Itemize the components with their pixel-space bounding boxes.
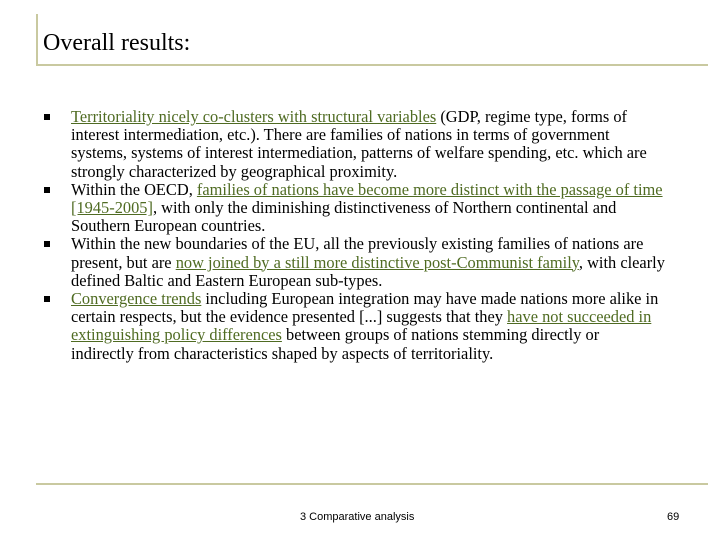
footer-section-label: 3 Comparative analysis [300,511,415,523]
bullet-item [44,235,666,290]
footer-rule [36,483,708,485]
bullet-text: Within the OECD, [71,179,197,199]
bullet-text: (GDP, regime type, forms of interest intermediation, etc.). There are families of nations in terms of government systems, systems of interest intermediation, patterns of welfare spending, etc. which are strongly characterized by geographical proximity. [71,107,647,181]
bullet-item [44,181,666,236]
highlighted-phrase: Convergence trends [71,289,202,309]
square-bullet-icon [44,187,50,193]
title-vertical-rule [36,14,38,66]
page-number: 69 [667,511,680,523]
highlighted-phrase: Territoriality nicely co-clusters with structural variables [71,107,437,126]
bullet-text: including European integration may have made nations more alike in certain respects, but the evidence presented [...] suggests that they [71,289,659,327]
bullet-text: Within the new boundaries of the EU, all the previously existing families of nations are present, but are [71,234,644,272]
square-bullet-icon [44,114,50,120]
slide-title: Overall results: [43,30,191,56]
highlighted-phrase: families of nations have become more distinct with the passage of time [1945-2005] [71,179,663,218]
bullet-text: between groups of nations stemming directly or indirectly from characteristics shaped by aspects of territoriality. [71,325,600,363]
square-bullet-icon [44,296,50,302]
highlighted-phrase: now joined by a still more distinctive post-Communist family [175,252,579,272]
bullet-list [44,108,666,363]
square-bullet-icon [44,241,50,247]
bullet-text: , with only the diminishing distinctiveness of Northern continental and Southern European countries. [71,198,617,236]
highlighted-phrase: have not succeeded in extinguishing policy differences [71,307,652,345]
bullet-text: , with clearly defined Baltic and Eastern European sub-types. [71,252,665,290]
bullet-item [44,108,666,181]
title-horizontal-rule [36,64,708,66]
bullet-item [44,290,666,363]
